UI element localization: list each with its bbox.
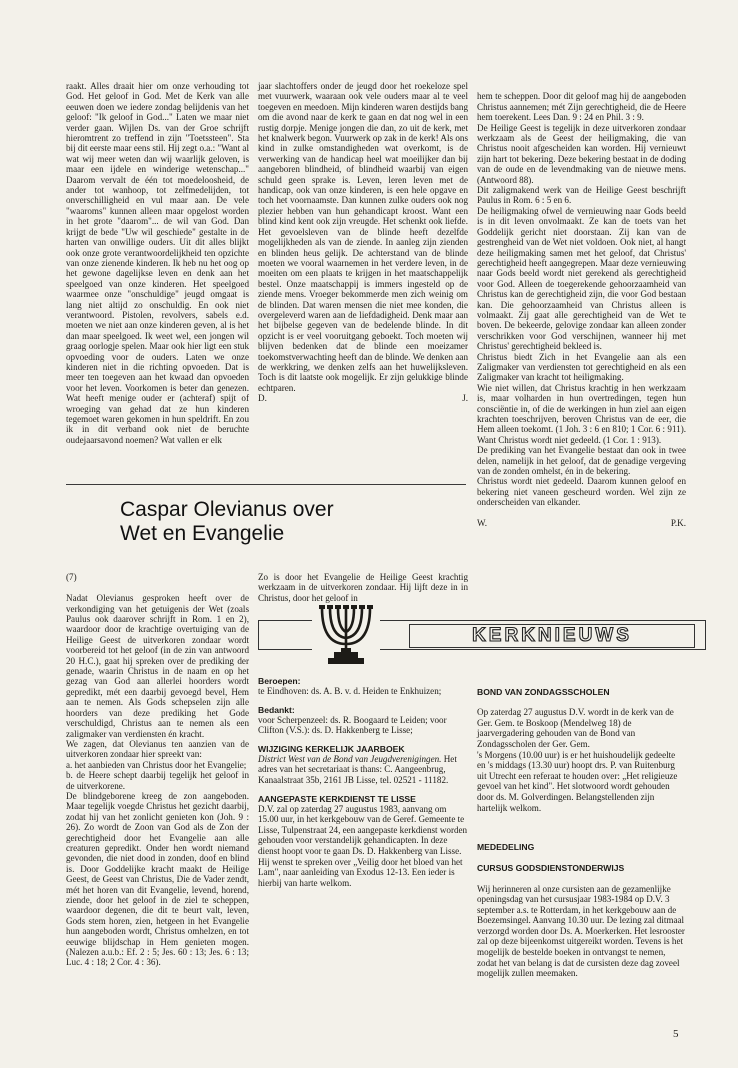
section-heading: BOND VAN ZONDAGSSCHOLEN <box>477 686 610 697</box>
headline-line-1: Caspar Olevianus over <box>120 498 334 521</box>
news-text: voor Scherpenzeel: ds. R. Boogaard te Leiden; voor Clifton (V.S.): ds. D. Hakkenberg te Lisse; <box>258 714 447 736</box>
signature-right: P.K. <box>670 518 686 529</box>
news-text-italic: District West van de Bond van Jeugdverenigingen. <box>258 753 442 764</box>
menorah-icon <box>312 604 380 666</box>
article-text: hem te scheppen. Door dit geloof mag hij de aangeboden Christus aannemen; mét Zijn gerechtigheid, die de Heere hem toerekent. Lees Dan. 9 : 24 en Phil. 3 : 9. De Heilige Geest is tegelijk in deze uitverkoren zondaar werkzaam als de Geest der heiligmaking, die van Christus nooit afgescheiden kan worden. Hij vernieuwt zijn hart tot bekering. Deze bekering bestaat in de doding van de oude en de levendmaking van de nieuwe mens. (Antwoord 88). Dit zaligmakend werk van de Heilige Geest beschrijft Paulus in Rom. 6 : 5 en 6. De heiligmaking ofwel de vernieuwing naar Gods beeld is in dit leven onvolmaakt. Ze kan de toets van het Goddelijk gericht niet doorstaan. Zij kan van de gestrengheid van de Wet niet voldoen. Ook niet, al hangt deze heiligmaking samen met het geloof, dat Christus' gerechtigheid heeft aangegrepen. Maar deze vernieuwing naar Gods beeld wordt niet gerekend als gerechtigheid voor God. Alleen de toegerekende gehoorzaamheid van Christus kan de gerechtigheid zijn, die voor God bestaan kan. Die gehoorzaamheid van Christus alleen is volmaakt. Zij gaat alle gerechtigheid van de Wet te boven. De bekeerde, gelovige zondaar kan alleen zonder verschrikken voor God verschijnen, wanneer hij met Christus' gerechtigheid bekleed is. Christus biedt Zich in het Evangelie aan als een Zaligmaker van verdiensten tot gerechtigheid en als een Zaligmaker van kracht tot heiligmaking. Wie niet willen, dat Christus krachtig in hen werkzaam is, maar volharden in hun overtredingen, tegen hun consciëntie in, of die de werkingen in hun ziel aan eigen krachten toeschrijven, beroven Christus van de eer, die Hem alleen toekomt. (1 Joh. 3 : 6 en 810; 1 Cor. 6 : 911). Want Christus wordt niet gedeeld. (1 Cor. 1 : 913). De prediking van het Evangelie bestaat dan ook in twee delen, namelijk in het geloof, dat de genadige vergeving van de zonden omhelst, én in de bekering. Christus wordt niet gedeeld. Daarom kunnen geloof en bekering niet vaneen gescheurd worden. Wel zijn ze onderscheiden van elkander. <box>477 91 686 508</box>
news-text: Op zaterdag 27 augustus D.V. wordt in de kerk van de Ger. Gem. te Boskoop (Mendelweg 18) de jaarvergadering gehouden van de Bond van Zondagsscholen der Ger. Gem. 's Morgens (10.00 uur) is er het huishoudelijk gedeelte en 's middags (13.30 uur) hoopt drs. P. van Ruitenburg uit Utrecht een referaat te houden over: „Het religieuze gevoel van het kind". Het slotwoord wordt gehouden door ds. M. Golverdingen. Belangstellenden zijn hartelijk welkom. <box>477 707 678 813</box>
news-text: Wij herinneren al onze cursisten aan de gezamenlijke openingsdag van het cursusjaar 1983-1984 op D.V. 3 september a.s. te Rotterdam, in het kerkgebouw aan de Boezemsingel. Aanvang 10.30 uur. De lezing zal ditmaal verzorgd worden door Ds. A. Moerkerken. Het lesrooster zal op deze bijeenkomst uitgereikt worden. Tevens is het mogelijk de bestelde boeken in ontvangst te nemen, zodat het van belang is dat de cursisten deze dag zoveel mogelijk zullen meemaken. <box>477 883 685 979</box>
olevianus-column-2 <box>258 572 468 603</box>
article-signature <box>477 518 686 528</box>
kerknieuws-right-column <box>477 676 686 989</box>
section-heading: Bedankt: <box>258 704 295 715</box>
article-number: (7) <box>66 572 77 583</box>
article-headline <box>120 498 400 546</box>
article-text: jaar slachtoffers onder de jeugd door het roekeloze spel met vuurwerk, waaraan ook vele ouders maar al te veel toegeven en meedoen. Mijn kinderen waren destijds bang om die avond naar de kerk te gaan en dat nog wel in een rustig dorpje. Menige jongen die dan, zo uit de kerk, met het knalwerk begon. Vuurwerk op zak in de kerk! Als ons kind in zulke omstandigheden wat overkomt, is de verwerking van de handicap heel wat moeilijker dan bij aangeboren blindheid, of blindheid waarbij van eigen schuld geen sprake is. Leven, leren leven met de handicap, ook van onze kinderen, is een hele opgave en toch het voornaamste. Dan kunnen zulke ouders ook nog plezier hebben van hun gehandicapt kroost. Want een blind kind kent ook zijn vreugde. Het schenkt ook liefde. Het gevoelsleven van de blinde heeft dezelfde mogelijkheden als van de ziende. In aanleg zijn zienden en blinden heus gelijk. De achterstand van de blinde moeten we vooral waarnemen in het verdere leven, in de moeiten om een plaats te krijgen in het maatschappelijk bestel. Onze maatschappij is immers ingesteld op de ziende mens. Vroeger bekommerde men zich weinig om de blinden. Dat waren mensen die niet mee konden, die overgeleverd waren aan de liefdadigheid. Denk maar aan het bijbelse gegeven van de bedelende blinde. In dit opzicht is er veel vooruitgang geboekt. Toch moeten wij blijven bedenken dat de blinde een moeizamer toekomstverwachting heeft dan de blinde. We denken aan de werkkring, we denken zelfs aan het huwelijksleven. Toch is dit laatste ook mogelijk. Er zijn gelukkige blinde echtparen. <box>258 81 468 393</box>
signature-left: W. <box>477 518 488 529</box>
section-heading: Beroepen: <box>258 676 301 686</box>
article-text: Zo is door het Evangelie de Heilige Geest krachtig werkzaam in de uitverkoren zondaar. Hij lijft deze in in Christus, door het geloof in <box>258 572 468 603</box>
kerknieuws-banner <box>258 604 706 666</box>
section-subheading: CURSUS GODSDIENSTONDERWIJS <box>477 862 625 873</box>
article-signature <box>258 393 468 403</box>
kerknieuws-left-column <box>258 676 468 888</box>
divider-line <box>66 484 466 485</box>
top-article-column-1 <box>66 81 249 445</box>
page-number: 5 <box>673 1028 679 1040</box>
top-article-column-2 <box>258 81 468 404</box>
olevianus-column-1 <box>66 562 249 978</box>
section-heading: MEDEDELING <box>477 842 535 853</box>
signature-left: D. <box>258 393 267 404</box>
section-heading: AANGEPASTE KERKDIENST TE LISSE <box>258 793 416 804</box>
banner-title: KERKNIEUWS <box>409 624 695 648</box>
signature-right: J. <box>462 393 468 404</box>
headline-line-2: Wet en Evangelie <box>120 522 285 545</box>
article-text: raakt. Alles draait hier om onze verhouding tot God. Het geloof in God. Met de Kerk van alle eeuwen doen we iedere zondag belijdenis van het geloof: "Ik geloof in God..." Laten we maar niet verder gaan. Wijlen Ds. van der Groe schrijft hieromtrent zo treffend in zijn "Toetssteen". Sta bij dit eerste maar eens stil. Hij zegt o.a.: "Want al wat wij meer weten dan wij waarlijk geloven, is maar een ijdele en winderige wetenschap..." Daarom vervalt de één tot moedeloosheid, de ander tot wanhoop, tot zelfmedelijden, tot onverschilligheid en vul maar aan. De vele "waaroms" kunnen alleen maar opgelost worden in het grote "daarom"... de wil van God. Dan krijgt de bede "Uw wil geschiede" gestalte in de harten van onwillige ouders. Uit dit alles blijkt ook onze grote verantwoordelijkheid ten opzichte van onze zienende kinderen. Ik heb nu het oog op het gewone dagelijkse leven en denk aan het speelgoed van onze kinderen. Het speelgoed waarmee onze "onschuldige" jeugd omgaat is lang niet altijd zo onschuldig. En ook niet verantwoord. Pistolen, revolvers, sabels e.d. moeten we niet aan onze kinderen geven, al is het dan maar speelgoed. Ik weet wel, een jongen wil graag oorlogje spelen. Maar ook hier ligt een stuk opvoeding voor de ouders. Laten we onze kinderen niet in die richting opvoeden. Dat is meer ten toegeven aan het kwaad dan opvoeden voor het leven. Voorkomen is beter dan genezen. Wat heeft menige ouder er (achteraf) spijt of wroeging van gehad dat ze hun kinderen tegemoet waren gekomen in hun speldrift. En zou ik in dit verband ook niet de beruchte oudejaarsavond noemen? Wat vallen er elk <box>66 81 249 445</box>
article-text: Nadat Olevianus gesproken heeft over de verkondiging van het getuigenis der Wet (zoals Paulus ook daarover schrijft in Rom. 1 en 2), waardoor door de krachtige overtuiging van de Heilige Geest de uitverkoren zondaar wordt voorbereid tot het geloof (in de zin van antwoord 20 H.C.), gaat hij spreken over de prediking der genade, waarin Christus in de naam en op het gezag van God aan allerlei hoorders wordt gepredikt, mét een daarbij gevoegd bevel, Hem aan te nemen. Als Gods schepselen zijn alle hoorders van deze prediking het Gode verschuldigd, Christus aan te nemen als een zaligmaker van verdiensten én kracht. We zagen, dat Olevianus ten aanzien van de uitverkoren zondaar hier spreekt van: a. het aanbieden van Christus door het Evangelie; b. de Heere schept daarbij tegelijk het geloof in de uitverkorene. De blindgeborene kreeg de zon aangeboden. Maar tegelijk voegde Christus het gezicht daarbij, zodat hij van het zonlicht genieten kon (Joh. 9 : 26). Zo wordt de Zoon van God als de Zon der gerechtigheid door het Evangelie aan alle creaturen gepredikt. Onder hen wordt niemand gevonden, die niet dood in zonden, doof en blind is. Door Goddelijke kracht maakt de Heilige Geest, de Geest van Christus, Die de Vader zendt, mét het horen van dit Evangelie, levend, horend, ziende, door het geloof in de ziel te scheppen, waardoor degenen, die dit te beurt valt, leven, Gods stem horen, zien, hetgeen in het Evangelie hun aangeboden wordt, Christus omhelzen, en tot eeuwige blijdschap in Hem genieten mogen. (Nalezen a.u.b.: Ef. 2 : 5; Jes. 60 : 13; Jes. 6 : 13; Luc. 4 : 18; 2 Cor. 4 : 36). <box>66 593 249 968</box>
news-text: Het adres van het secretariaat is thans: C. Aangeenbrug, Kanaalstraat 35b, 2161 JB Lisse, tel. 02521 - 11182. <box>258 753 457 785</box>
news-text: D.V. zal op zaterdag 27 augustus 1983, aanvang om 15.00 uur, in het kerkgebouw van de Geref. Gemeente te Lisse, Tulpenstraat 24, een aangepaste kerkdienst worden gehouden voor verstandelijk gehandicapten. In deze dienst hoopt voor te gaan Ds. D. Hakkenberg van Lisse. Hij wenst te spreken over „Veilig door het bloed van het Lam", naar aanleiding van Exodus 12-13. Een ieder is hierbij van harte welkom. <box>258 803 468 888</box>
olevianus-column-3 <box>477 81 686 539</box>
section-heading: WIJZIGING KERKELIJK JAARBOEK <box>258 743 405 754</box>
news-text: te Eindhoven: ds. A. B. v. d. Heiden te Enkhuizen; <box>258 686 442 696</box>
